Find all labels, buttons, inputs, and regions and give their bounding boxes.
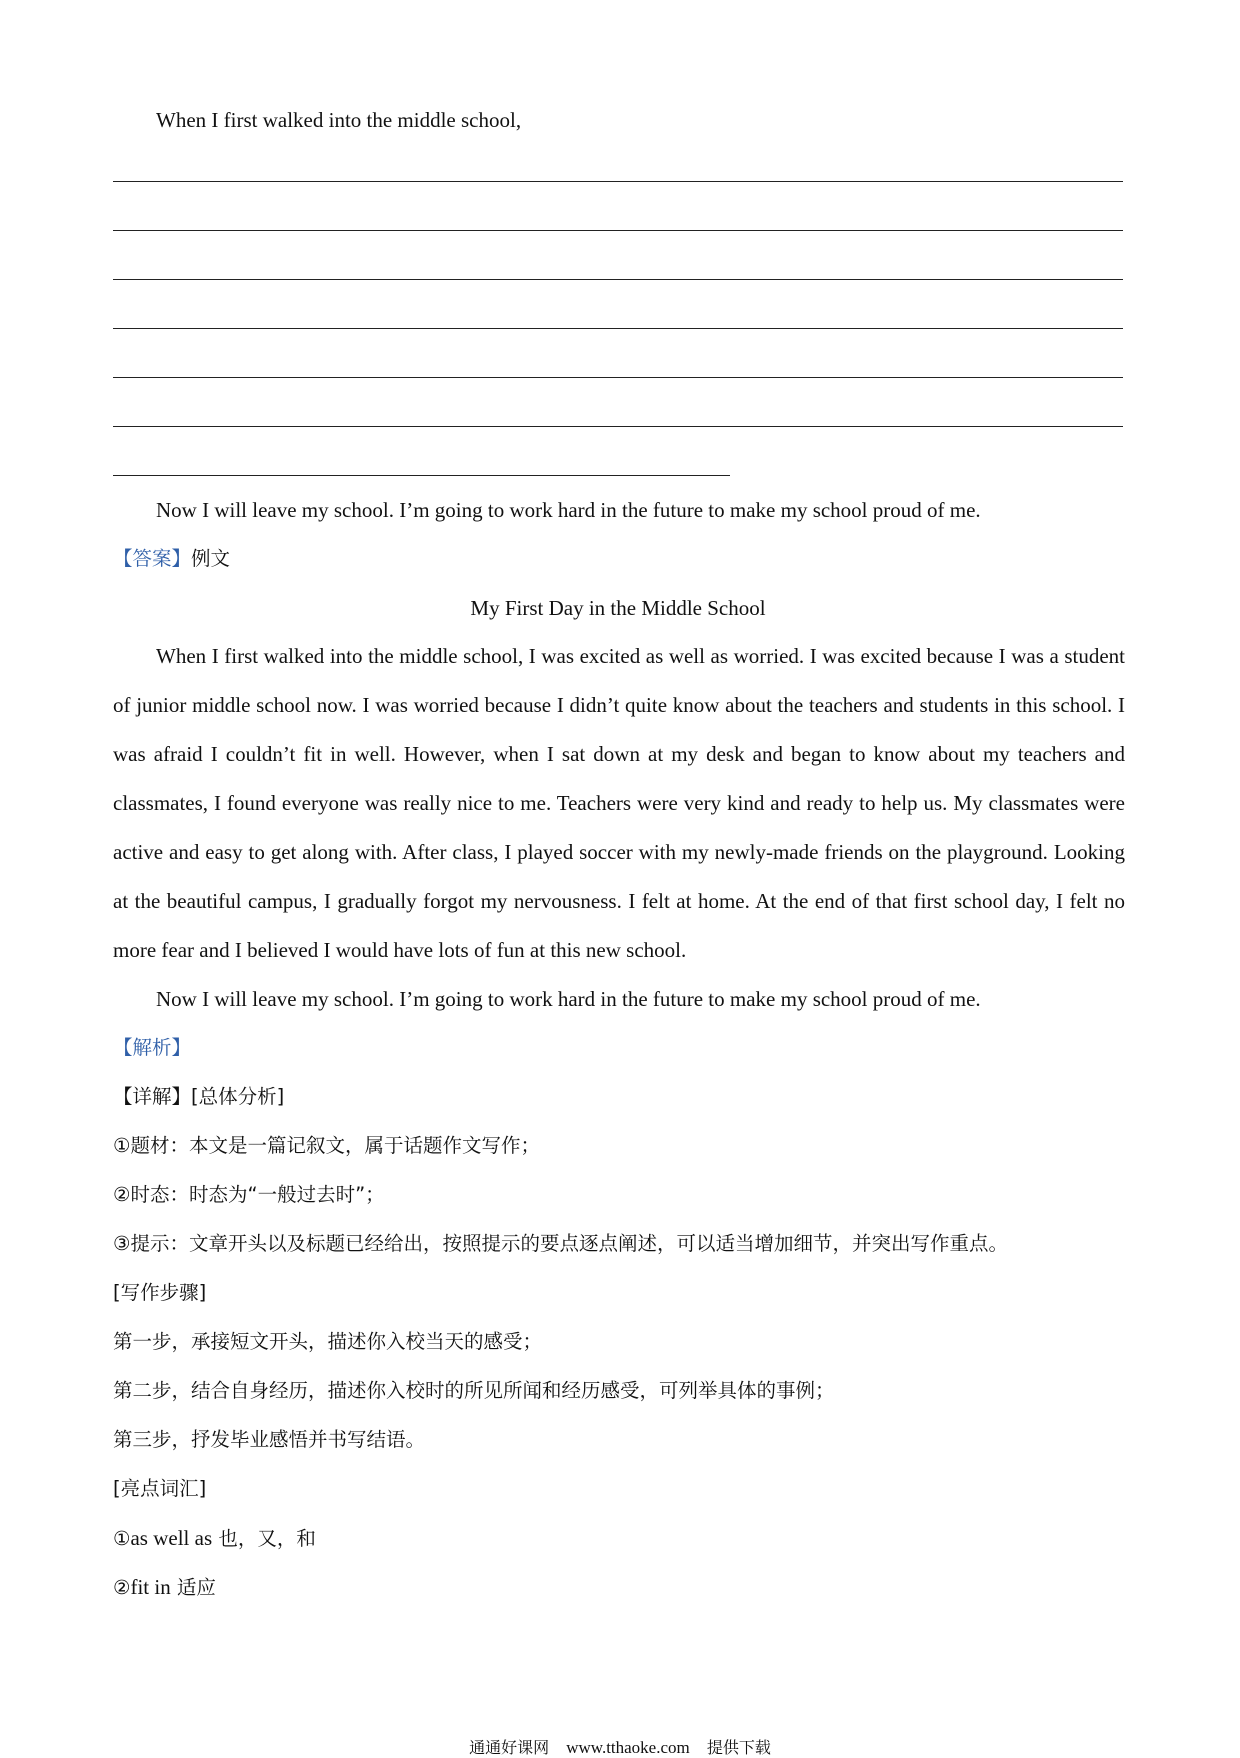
writing-step: 第一步，承接短文开头，描述你入校当天的感受；: [113, 1330, 543, 1353]
vocab-item: [113, 1524, 1123, 1553]
page-footer: [0, 1735, 1240, 1758]
detail-heading: [113, 1083, 1123, 1111]
answer-label: 例文: [191, 547, 231, 570]
writing-step: 第三步，抒发毕业感悟并书写结语。: [113, 1428, 426, 1451]
vocab-phrase: as well as: [130, 1526, 213, 1550]
writing-line-1: [113, 181, 1123, 182]
prompt-opening: When I first walked into the middle school,: [156, 108, 522, 132]
answer-heading: [113, 545, 1123, 573]
essay-title: My First Day in the Middle School: [470, 596, 766, 620]
essay-body: When I first walked into the middle school, I was excited as well as worried. I was excited because I was a student of junior middle school now. I was worried because I didn’t quite know about the teachers and students in this school. I was afraid I couldn’t fit in well. However, when I sat down at my desk and began to know about my teachers and classmates, I found everyone was really nice to me. Teachers were very kind and ready to help us. My classmates were active and easy to get along with. After class, I played soccer with my newly-made friends on the playground. Looking at the beautiful campus, I gradually forgot my nervousness. I felt at home. At the end of that first school day, I felt no more fear and I believed I would have lots of fun at this new school.: [113, 644, 1125, 962]
essay-closing: Now I will leave my school. I’m going to work hard in the future to make my school proud of me.: [156, 987, 981, 1011]
vocab-phrase: fit in: [130, 1575, 171, 1599]
analysis-point: ③提示：文章开头以及标题已经给出，按照提示的要点逐点阐述，可以适当增加细节，并突出写作重点。: [113, 1232, 1008, 1255]
overall-analysis-heading: [总体分析]: [191, 1085, 285, 1108]
writing-line-6: [113, 426, 1123, 427]
vocab-meaning: 也，又，和: [212, 1527, 316, 1550]
vocab-heading: [亮点词汇]: [113, 1477, 207, 1500]
vocab-item: [113, 1573, 1123, 1602]
writing-line-2: [113, 230, 1123, 231]
answer-tag: 【答案】: [113, 547, 192, 570]
analysis-point: ①题材：本文是一篇记叙文，属于话题作文写作；: [113, 1134, 540, 1157]
footer-url[interactable]: www.tthaoke.com: [566, 1738, 690, 1757]
analysis-tag: 【解析】: [113, 1036, 192, 1059]
writing-line-7: [113, 475, 730, 476]
analysis-point: ②时态：时态为“一般过去时”；: [113, 1183, 385, 1206]
detail-tag: 【详解】: [113, 1085, 192, 1108]
prompt-closing: Now I will leave my school. I’m going to work hard in the future to make my school proud of me.: [156, 498, 981, 522]
writing-line-3: [113, 279, 1123, 280]
footer-note: 提供下载: [706, 1738, 771, 1757]
vocab-meaning: 适应: [170, 1576, 216, 1599]
vocab-marker: ①: [113, 1527, 131, 1550]
steps-heading: [写作步骤]: [113, 1281, 207, 1304]
writing-step: 第二步，结合自身经历，描述你入校时的所见所闻和经历感受，可列举具体的事例；: [113, 1379, 835, 1402]
footer-site-name: 通通好课网: [469, 1738, 550, 1757]
writing-line-4: [113, 328, 1123, 329]
writing-line-5: [113, 377, 1123, 378]
vocab-marker: ②: [113, 1576, 131, 1599]
